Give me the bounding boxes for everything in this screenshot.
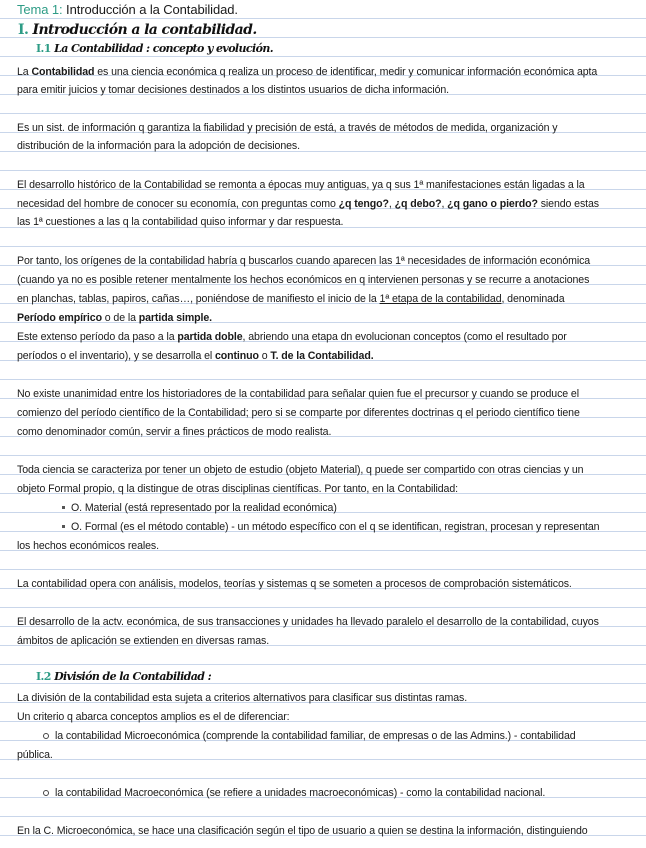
bold-question: ¿q tengo? xyxy=(338,198,389,210)
paragraph-line: No existe unanimidad entre los historiadores de la contabilidad para señalar quien fue el precursor y cuando se produce el xyxy=(17,388,579,400)
paragraph-line: Toda ciencia se caracteriza por tener un objeto de estudio (objeto Material), q puede ser compartido con otras ciencias y un xyxy=(17,464,584,476)
bold-question: ¿q debo? xyxy=(394,198,442,210)
bold-term: partida simple. xyxy=(138,312,213,324)
paragraph-line: La división de la contabilidad esta sujeta a criterios alternativos para clasificar sus distintas ramas. xyxy=(17,692,468,704)
paragraph-line xyxy=(17,65,629,79)
bold-term: T. de la Contabilidad. xyxy=(270,350,374,362)
paragraph-line: Por tanto, los orígenes de la contabilidad habría q buscarlos cuando aparecen las 1ª necesidades de información económica xyxy=(17,255,591,267)
page-title xyxy=(17,3,629,17)
paragraph-line: comienzo del período científico de la Contabilidad; pero si se comparte por diferentes doctrinas q el periodo científico tiene xyxy=(17,407,580,419)
underlined-term: 1ª etapa de la contabilidad xyxy=(379,293,502,305)
subsection-number: I.1 xyxy=(36,42,51,55)
bullet-item xyxy=(17,786,629,800)
paragraph-line: En la C. Microeconómica, se hace una clasificación según el tipo de usuario a quien se destina la información, distinguiendo xyxy=(17,825,588,837)
paragraph-line: ámbitos de aplicación se extienden en diversas ramas. xyxy=(17,635,270,647)
paragraph-line: El desarrollo histórico de la Contabilidad se remonta a épocas muy antiguas, ya q sus 1ª manifestaciones están ligadas a la xyxy=(17,179,585,191)
subsection-heading-1-2 xyxy=(36,670,646,684)
paragraph-line: para emitir juicios y tomar decisiones destinados a los distintos usuarios de dicha información. xyxy=(17,84,450,96)
bold-term: Contabilidad xyxy=(31,66,95,78)
paragraph-line: distribución de la información para la adopción de decisiones. xyxy=(17,140,300,152)
title-label: Tema 1: xyxy=(17,2,63,17)
text: necesidad del hombre de conocer su economía, con preguntas como xyxy=(17,198,339,210)
paragraph-line: necesidad del hombre de conocer su economía, con preguntas como ¿q tengo?, ¿q debo?, ¿q gano o pierdo? siendo estas xyxy=(17,198,599,210)
paragraph-line: las 1ª cuestiones a las q la contabilidad quiso informar y dar respuesta. xyxy=(17,216,344,228)
text: , abriendo una etapa dn evolucionan conceptos (como el resultado por xyxy=(242,331,567,343)
text: es una ciencia económica q realiza un proceso de identificar, medir y comunicar información económica apta xyxy=(94,66,598,78)
subsection-title: La Contabilidad : concepto y evolución. xyxy=(50,42,273,55)
paragraph-line: objeto Formal propio, q la distingue de otras disciplinas científicas. Por tanto, en la Contabilidad: xyxy=(17,483,458,495)
paragraph-line xyxy=(17,292,629,306)
subsection-number: I.2 xyxy=(36,670,51,683)
text: en planchas, tablas, papiros, cañas…, poniéndose de manifiesto el inicio de la xyxy=(17,293,380,305)
paragraph-line: Un criterio q abarca conceptos amplios es el de diferenciar: xyxy=(17,711,290,723)
text: períodos o el inventario), y se desarrolla el xyxy=(17,350,215,362)
text: o de la xyxy=(101,312,139,324)
bullet-item xyxy=(17,501,629,515)
bullet-text: la contabilidad Microeconómica (comprende la contabilidad familiar, de empresas o de las Admins.) - contabilidad xyxy=(55,730,576,742)
text: Este extenso período da paso a la xyxy=(17,331,178,343)
paragraph-line: pública. xyxy=(17,749,53,761)
bullet-icon xyxy=(62,506,65,509)
title-text: Introducción a la Contabilidad. xyxy=(62,2,238,17)
paragraph-line xyxy=(17,330,629,344)
paragraph-line: los hechos económicos reales. xyxy=(17,540,159,552)
paragraph-line: Es un sist. de información q garantiza la fiabilidad y precisión de está, a través de métodos de medida, organización y xyxy=(17,122,558,134)
bold-term: Período empírico xyxy=(17,312,102,324)
section-heading-1 xyxy=(18,23,630,37)
bold-term: partida doble xyxy=(177,331,243,343)
bullet-text: la contabilidad Macroeconómica (se refiere a unidades macroeconómicas) - como la contabilidad nacional. xyxy=(55,787,546,799)
bullet-item xyxy=(17,520,629,534)
bullet-icon xyxy=(43,733,49,739)
section-number: I. xyxy=(18,22,29,38)
paragraph-line xyxy=(17,311,629,325)
paragraph-line xyxy=(17,349,629,363)
text: o xyxy=(258,350,271,362)
paragraph-line: como denominador común, servir a fines prácticos de modo realista. xyxy=(17,426,332,438)
bullet-icon xyxy=(62,525,65,528)
subsection-title: División de la Contabilidad : xyxy=(50,670,212,683)
paragraph-line: (cuando ya no es posible retener mentalmente los hechos económicos en q intervienen personas y se recurre a anotaciones xyxy=(17,274,590,286)
subsection-heading-1-1 xyxy=(36,42,646,56)
bullet-text: O. Formal (es el método contable) - un método específico con el q se identifican, registran, procesan y representan xyxy=(71,521,600,533)
bold-term: continuo xyxy=(214,350,259,362)
text: , denominada xyxy=(501,293,565,305)
bold-question: ¿q gano o pierdo? xyxy=(447,198,538,210)
bullet-icon xyxy=(43,790,49,796)
bullet-item xyxy=(17,729,629,743)
paragraph-line: El desarrollo de la actv. económica, de sus transacciones y unidades ha llevado paralelo el desarrollo de la contabilidad, cuyos xyxy=(17,616,599,628)
paragraph-line: La contabilidad opera con análisis, modelos, teorías y sistemas q se someten a procesos de comprobación sistemáticos. xyxy=(17,578,572,590)
section-title: Introducción a la contabilidad. xyxy=(28,22,257,38)
text: siendo estas xyxy=(537,198,599,210)
text: La xyxy=(17,66,32,78)
bullet-text: O. Material (está representado por la realidad económica) xyxy=(71,502,337,514)
